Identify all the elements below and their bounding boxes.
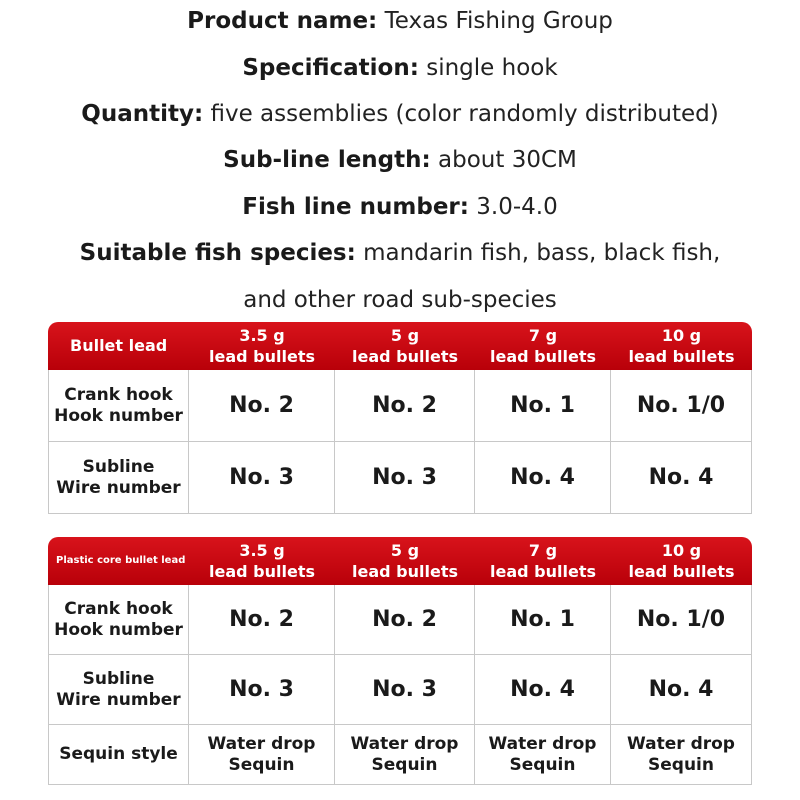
table-cell: No. 4 [611,442,752,514]
column-weight: 3.5 g [239,326,285,345]
column-type: lead bullets [628,347,735,366]
table-corner-label: Plastic core bullet lead [48,537,189,585]
column-header [189,322,335,370]
row-label-line: Hook number [54,405,183,426]
spec-value: Texas Fishing Group [384,8,613,34]
table-cell [189,725,335,785]
spec-value-continued: and other road sub-species [243,287,557,313]
column-weight: 10 g [661,326,702,345]
row-label-line: Wire number [56,689,181,710]
column-type: lead bullets [490,562,596,581]
table-header-row [48,537,752,585]
spec-fish-line-number [0,192,800,222]
column-type: lead bullets [209,562,315,581]
table-cell: No. 2 [335,370,475,442]
column-header [611,322,752,370]
row-label-line: Crank hook [64,384,173,405]
spec-product-name [0,6,800,36]
table-cell: No. 3 [335,655,475,725]
table-cell: No. 1 [475,370,611,442]
table-cell: No. 1/0 [611,585,752,655]
row-label-line: Subline [82,668,155,689]
table-cell [611,725,752,785]
row-label [48,655,189,725]
spec-suitable-species [0,238,800,268]
row-label-line: Crank hook [64,598,173,619]
table-cell: No. 4 [475,655,611,725]
column-weight: 5 g [390,326,420,345]
spec-subline-length [0,145,800,175]
column-type: lead bullets [352,347,458,366]
column-weight: 3.5 g [239,541,285,560]
bullet-lead-table [48,322,752,514]
cell-line: Sequin [228,754,295,775]
spec-label: Sub-line length: [223,147,431,173]
table-cell: No. 3 [189,655,335,725]
column-type: lead bullets [209,347,315,366]
row-label-line: Subline [82,456,155,477]
spec-specification [0,53,800,83]
row-label [48,442,189,514]
spec-value: about 30CM [438,147,577,173]
spec-label: Product name: [187,8,378,34]
cell-line: Sequin [371,754,438,775]
spec-label: Specification: [242,55,419,81]
table-cell: No. 3 [189,442,335,514]
column-header [475,537,611,585]
column-type: lead bullets [352,562,458,581]
cell-line: Water drop [350,733,459,754]
column-header [335,322,475,370]
table-cell [335,725,475,785]
row-label-line: Hook number [54,619,183,640]
table-corner-label: Bullet lead [48,322,189,370]
table-row [48,442,752,514]
cell-line: Water drop [488,733,597,754]
spec-value: single hook [426,55,558,81]
spec-value: 3.0-4.0 [476,194,558,220]
cell-line: Water drop [207,733,316,754]
spec-label: Quantity: [81,101,204,127]
table-row [48,370,752,442]
table-cell: No. 2 [335,585,475,655]
table-row [48,585,752,655]
spec-label: Fish line number: [242,194,469,220]
row-label [48,585,189,655]
table-row-sequin [48,725,752,785]
column-weight: 10 g [661,541,702,560]
cell-line: Sequin [648,754,714,775]
cell-line: Water drop [627,733,735,754]
column-header [475,322,611,370]
table-cell: No. 2 [189,370,335,442]
column-type: lead bullets [490,347,596,366]
column-header [189,537,335,585]
table-cell: No. 4 [475,442,611,514]
spec-value: mandarin fish, bass, black fish, [363,240,721,266]
table-cell: No. 2 [189,585,335,655]
table-cell: No. 4 [611,655,752,725]
spec-suitable-species-cont [0,285,800,315]
column-type: lead bullets [628,562,735,581]
table-cell [475,725,611,785]
table-cell: No. 1 [475,585,611,655]
spec-label: Suitable fish species: [79,240,356,266]
column-weight: 5 g [390,541,420,560]
spec-value: five assemblies (color randomly distributed) [210,101,719,127]
row-label [48,370,189,442]
table-row [48,655,752,725]
column-header [611,537,752,585]
plastic-core-bullet-lead-table [48,537,752,785]
table-header-row [48,322,752,370]
table-cell: No. 3 [335,442,475,514]
table-cell: No. 1/0 [611,370,752,442]
column-weight: 7 g [528,541,558,560]
cell-line: Sequin [509,754,576,775]
column-weight: 7 g [528,326,558,345]
spec-quantity [0,99,800,129]
row-label: Sequin style [48,725,189,785]
column-header [335,537,475,585]
row-label-line: Wire number [56,477,181,498]
